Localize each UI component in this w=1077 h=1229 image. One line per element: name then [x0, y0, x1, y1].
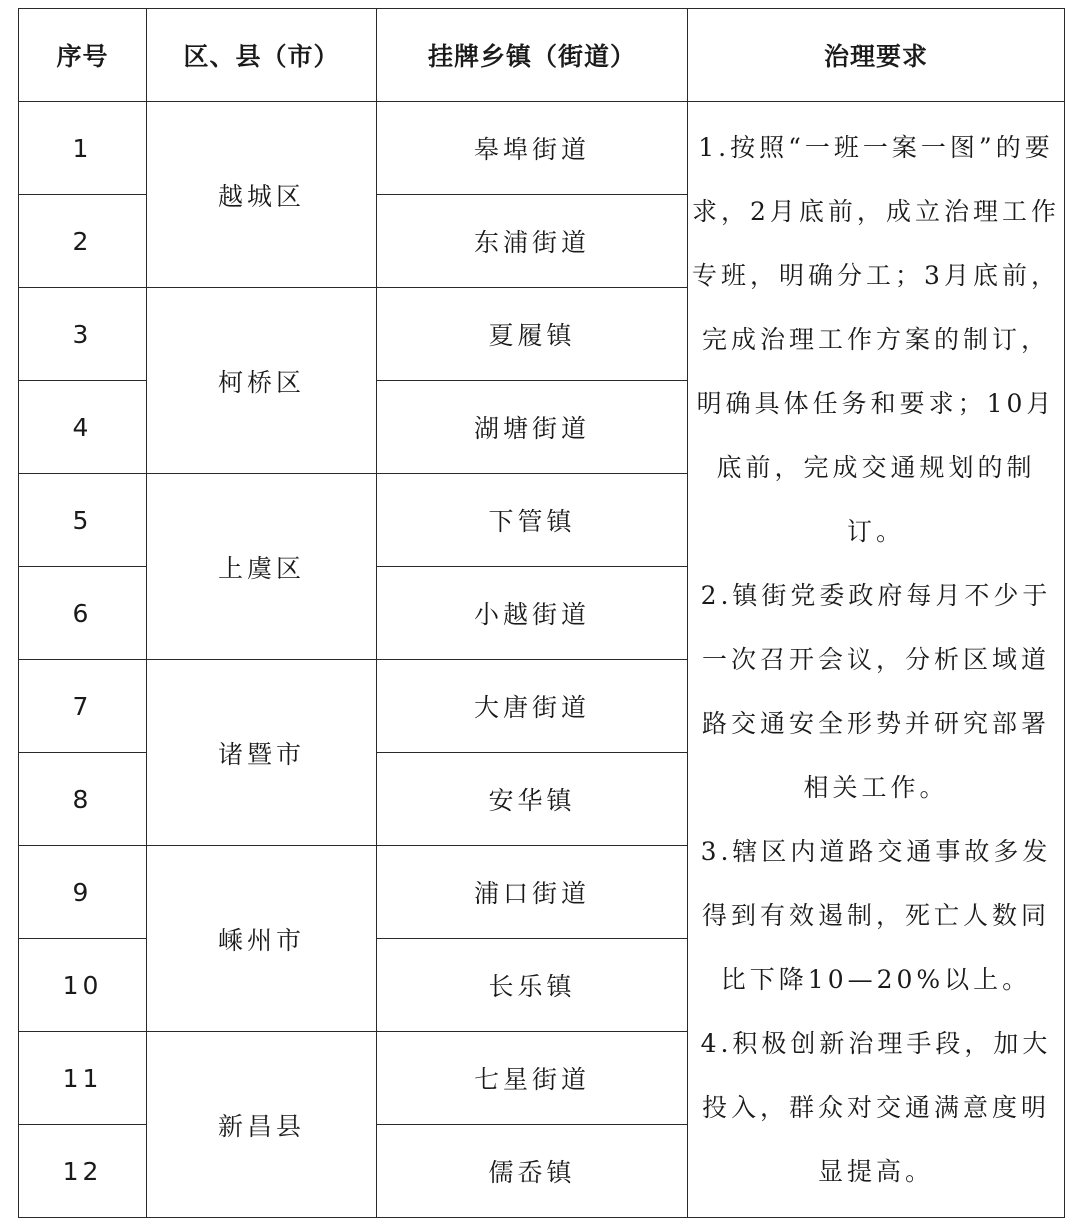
header-town: 挂牌乡镇（街道） — [377, 9, 688, 102]
requirement-item: 1.按照“一班一案一图”的要求，2月底前，成立治理工作专班，明确分工；3月底前，完成治理工作方案的制订，明确具体任务和要求；10月底前，完成交通规划的制订。 — [692, 132, 1060, 546]
header-county: 区、县（市） — [147, 9, 377, 102]
header-requirements: 治理要求 — [688, 9, 1065, 102]
town-cell: 皋埠街道 — [377, 102, 688, 195]
requirement-item: 2.镇街党委政府每月不少于一次召开会议，分析区域道路交通安全形势并研究部署相关工作。 — [700, 580, 1052, 802]
row-index: 5 — [19, 474, 147, 567]
table-row — [19, 102, 1065, 195]
row-index: 1 — [19, 102, 147, 195]
requirement-item: 4.积极创新治理手段，加大投入，群众对交通满意度明显提高。 — [700, 1028, 1052, 1186]
town-cell: 大唐街道 — [377, 660, 688, 753]
governance-table — [18, 8, 1065, 1218]
town-cell: 浦口街道 — [377, 846, 688, 939]
header-index: 序号 — [19, 9, 147, 102]
row-index: 10 — [19, 939, 147, 1032]
row-index: 6 — [19, 567, 147, 660]
row-index: 7 — [19, 660, 147, 753]
county-cell: 上虞区 — [147, 474, 377, 660]
town-cell: 湖塘街道 — [377, 381, 688, 474]
town-cell: 夏履镇 — [377, 288, 688, 381]
town-cell: 儒岙镇 — [377, 1125, 688, 1218]
requirement-item: 3.辖区内道路交通事故多发得到有效遏制，死亡人数同比下降10—20%以上。 — [700, 836, 1052, 994]
row-index: 2 — [19, 195, 147, 288]
requirements-cell — [688, 102, 1065, 1218]
row-index: 4 — [19, 381, 147, 474]
town-cell: 安华镇 — [377, 753, 688, 846]
row-index: 3 — [19, 288, 147, 381]
county-cell: 柯桥区 — [147, 288, 377, 474]
town-cell: 七星街道 — [377, 1032, 688, 1125]
town-cell: 长乐镇 — [377, 939, 688, 1032]
row-index: 12 — [19, 1125, 147, 1218]
county-cell: 新昌县 — [147, 1032, 377, 1218]
row-index: 9 — [19, 846, 147, 939]
row-index: 8 — [19, 753, 147, 846]
town-cell: 下管镇 — [377, 474, 688, 567]
county-cell: 嵊州市 — [147, 846, 377, 1032]
header-row — [19, 9, 1065, 102]
town-cell: 东浦街道 — [377, 195, 688, 288]
county-cell: 诸暨市 — [147, 660, 377, 846]
town-cell: 小越街道 — [377, 567, 688, 660]
row-index: 11 — [19, 1032, 147, 1125]
county-cell: 越城区 — [147, 102, 377, 288]
